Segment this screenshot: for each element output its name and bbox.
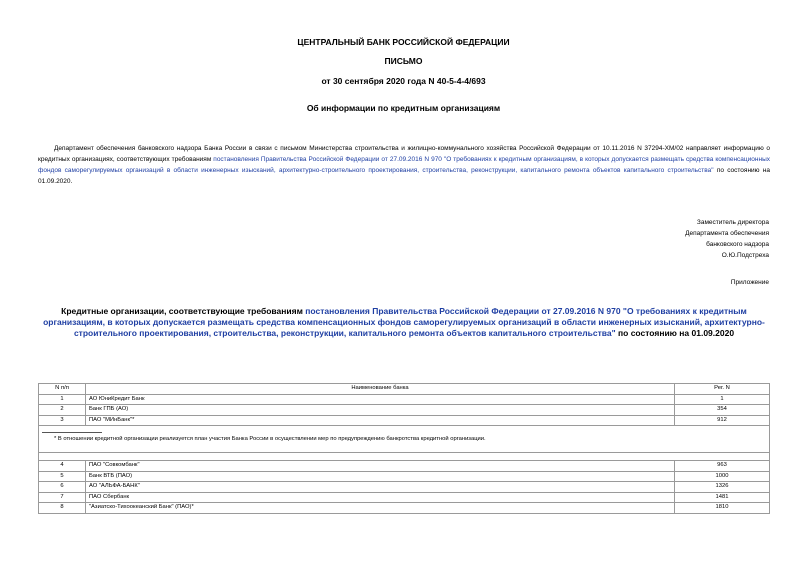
row-bank-name: ПАО "Совкомбанк" (86, 461, 675, 472)
appendix-label: Приложение (730, 279, 769, 286)
appendix-title (38, 306, 770, 339)
row-reg-number: 963 (675, 461, 770, 472)
row-reg-number: 1810 (675, 503, 770, 514)
row-number: 5 (39, 471, 86, 482)
row-bank-name: Банк ВТБ (ПАО) (86, 471, 675, 482)
row-reg-number: 1481 (675, 492, 770, 503)
row-reg-number: 912 (675, 415, 770, 426)
signature-department-cont: банковского надзора (706, 241, 769, 248)
table-row (39, 503, 770, 514)
letter-text-after: по состоянию на 01.09.2020. (38, 167, 770, 185)
signature-name: О.Ю.Подстреха (721, 252, 769, 259)
row-number: 3 (39, 415, 86, 426)
footnote-text: * В отношении кредитной организации реализуется план участия Банка России в осуществлении мер по предупреждению банкротства кредитной организации. (54, 436, 486, 442)
table-row (39, 461, 770, 472)
table-header-row (39, 384, 770, 395)
table-row (39, 415, 770, 426)
row-bank-name: Банк ГПБ (АО) (86, 405, 675, 416)
row-number: 4 (39, 461, 86, 472)
table-row (39, 405, 770, 416)
signature-block (609, 217, 769, 261)
document-date-number: от 30 сентября 2020 года N 40-5-4-4/693 (321, 76, 486, 86)
row-bank-name: ПАО "МИнБанк"* (86, 415, 675, 426)
table-row (39, 471, 770, 482)
signature-position: Заместитель директора (696, 219, 769, 226)
header-number: N п/п (39, 384, 86, 395)
document-subject: Об информации по кредитным организациям (306, 103, 501, 113)
appendix-regulation-link[interactable]: постановления Правительства Российской Федерации от 27.09.2016 N 970 "О требованиях к кредитным организациям, в которых допускается размещать средства компенсационных фондов саморегулируемых организаций в области инженерных изысканий, архитектурно-строительного проектирования, строительства, реконструкции, капитального ремонта объектов капитального строительства" (43, 306, 765, 338)
signature-department: Департамента обеспечения (685, 230, 769, 237)
row-bank-name: АО "АЛЬФА-БАНК" (86, 482, 675, 493)
row-reg-number: 1326 (675, 482, 770, 493)
row-bank-name: "Азиатско-Тихоокеанский Банк" (ПАО)* (86, 503, 675, 514)
row-bank-name: ПАО Сбербанк (86, 492, 675, 503)
row-number: 8 (39, 503, 86, 514)
row-reg-number: 1 (675, 394, 770, 405)
footnote-row (39, 426, 770, 453)
table-row (39, 482, 770, 493)
row-number: 6 (39, 482, 86, 493)
spacer-row (39, 453, 770, 461)
header-reg-number: Рег. N (675, 384, 770, 395)
appendix-title-after: по состоянию на 01.09.2020 (615, 328, 735, 338)
row-number: 7 (39, 492, 86, 503)
letter-body (38, 143, 770, 187)
appendix-title-before: Кредитные организации, соответствующие требованиям (61, 306, 306, 316)
letter-regulation-link[interactable]: постановления Правительства Российской Федерации от 27.09.2016 N 970 "О требованиях к кредитным организациям, в которых допускается размещать средства компенсационных фондов саморегулируемых организаций в области инженерных изысканий, архитектурно-строительного проектирования, строительства, реконструкции, капитального ремонта объектов капитального строительства" (38, 156, 770, 174)
row-number: 1 (39, 394, 86, 405)
document-org: ЦЕНТРАЛЬНЫЙ БАНК РОССИЙСКОЙ ФЕДЕРАЦИИ (297, 37, 510, 47)
letter-text-before: Департамент обеспечения банковского надзора Банка России в связи с письмом Министерства строительства и жилищно-коммунального хозяйства Российской Федерации от 10.11.2016 N 37294-ХМ/02 направляет информацию о кредитных организациях, соответствующих требованиям (38, 145, 770, 163)
banks-table (38, 383, 770, 514)
table-row (39, 394, 770, 405)
row-reg-number: 354 (675, 405, 770, 416)
spacer-cell (39, 453, 770, 461)
table-row (39, 492, 770, 503)
row-reg-number: 1000 (675, 471, 770, 482)
document-type: ПИСЬМО (384, 56, 423, 66)
footnote-cell (39, 426, 770, 453)
header-bank-name: Наименование банка (86, 384, 675, 395)
row-number: 2 (39, 405, 86, 416)
row-bank-name: АО ЮниКредит Банк (86, 394, 675, 405)
